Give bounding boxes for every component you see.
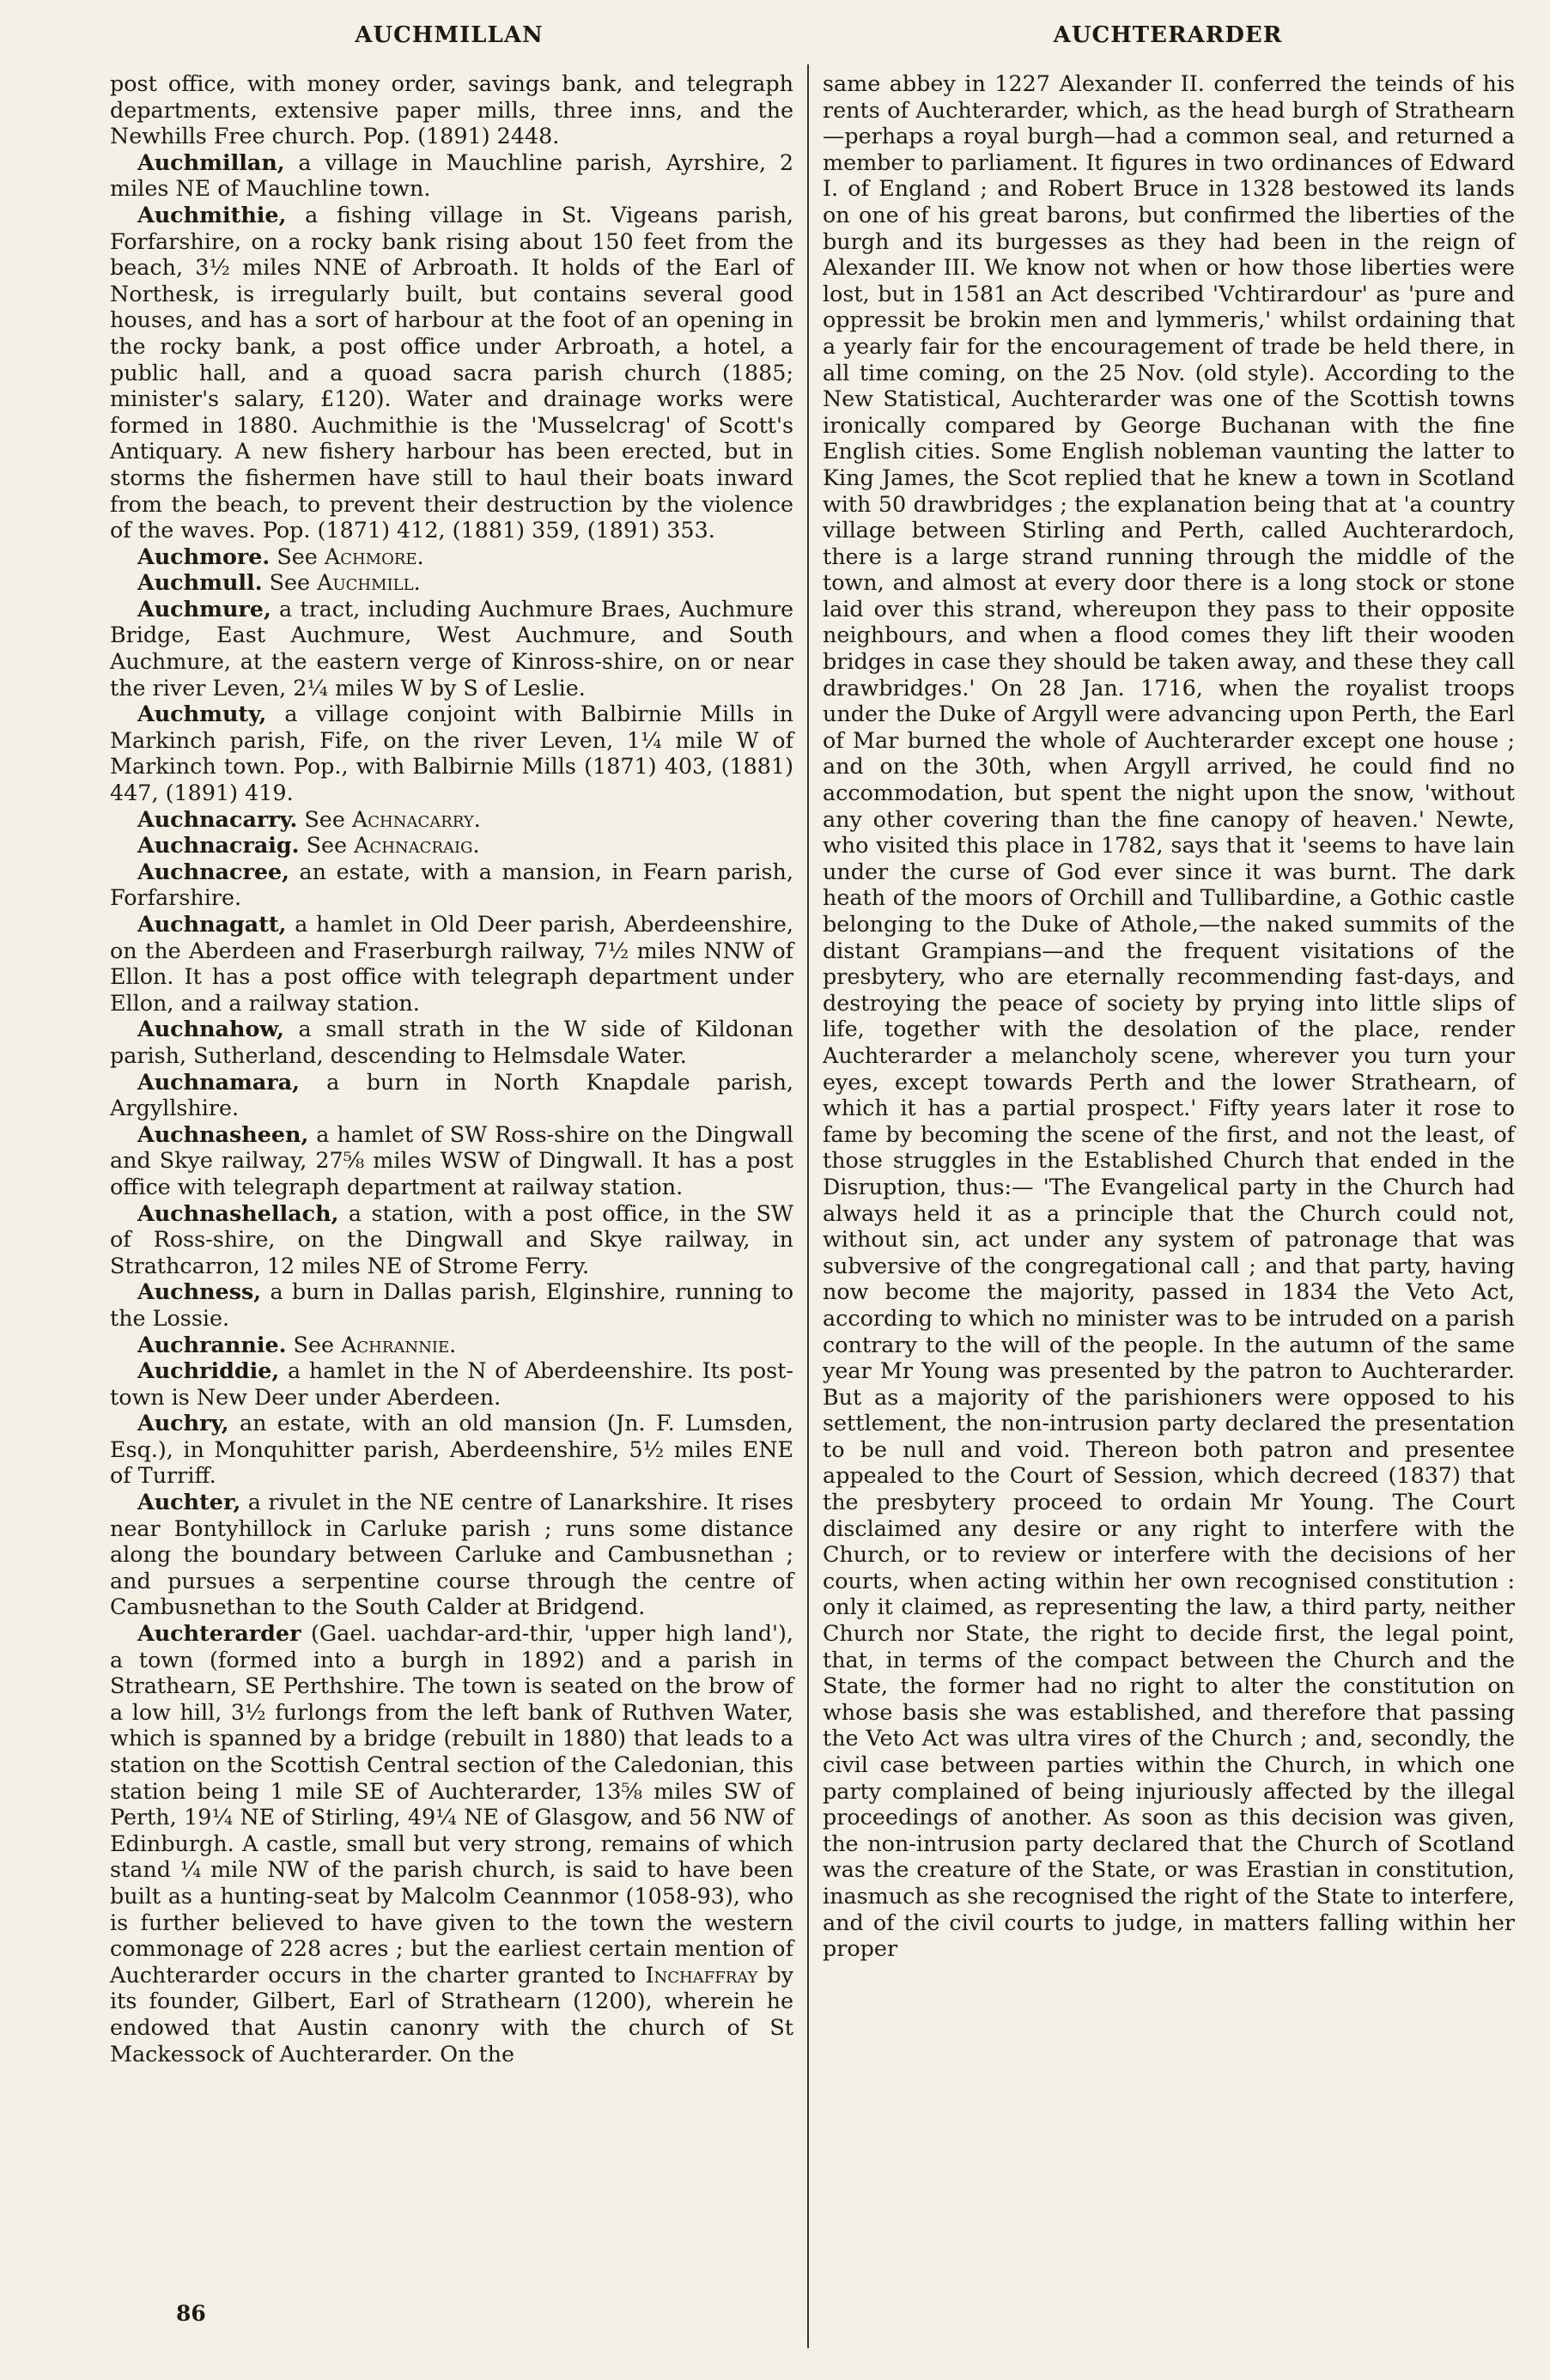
- gazetteer-entry: [110, 149, 793, 202]
- entry-headword: Auchriddie,: [137, 1357, 280, 1384]
- gazetteer-entry: [110, 1278, 793, 1331]
- entry-text: a village in Mauchline parish, Ayrshire, 2 miles NE of Mauchline town.: [110, 149, 793, 202]
- entry-headword: Auchterarder: [137, 1620, 301, 1647]
- entry-text: See: [297, 805, 352, 832]
- gazetteer-entry: [110, 859, 793, 911]
- entry-headword: Auchmillan,: [137, 149, 285, 175]
- gazetteer-entry: [110, 202, 793, 543]
- gazetteer-entry: [110, 1121, 793, 1200]
- entry-text: See: [270, 543, 325, 569]
- entry-text: See: [262, 569, 318, 596]
- gazetteer-entry: [110, 596, 793, 701]
- entry-text: a burn in Dallas parish, Elginshire, running to the Lossie.: [110, 1278, 793, 1331]
- gazetteer-entry: [110, 543, 793, 570]
- entry-headword: Auchmore.: [137, 543, 270, 569]
- gazetteer-entry: [110, 1069, 793, 1121]
- entry-headword: Auchmuty,: [137, 701, 267, 727]
- running-head-right: AUCHTERARDER: [1053, 22, 1283, 48]
- entry-text: post office, with money order, savings bank, and telegraph departments, extensive paper mills, three inns, and the Newhills Free church. Pop. (1891) 2448.: [110, 70, 793, 149]
- entry-headword: Auchnasheen,: [137, 1120, 309, 1147]
- right-column-text: same abbey in 1227 Alexander II. conferred the teinds of his rents of Auchterarder, which, as the head burgh of Strathearn—perhaps a royal burgh—had a common seal, and returned a member to parliament. It figures in two ordinances of Edward I. of England ; and Robert Bruce in 1328 bestowed its lands on one of his great barons, but confirmed the liberties of the burgh and its burgesses as they had been in the reign of Alexander III. We know not when or how those liberties were lost, but in 1581 an Act described 'Vchtirardour' as 'pure and oppressit be brokin men and lymmeris,' whilst ordaining that a yearly fair for the encouragement of trade be held there, in all time coming, on the 25 Nov. (old style). According to the New Statistical, Auchterarder was one of the Scottish towns ironically compared by George Buchanan with the fine English cities. Some English nobleman vaunting the latter to King James, the Scot replied that he knew a town in Scotland with 50 drawbridges ; the explanation being that at 'a country village between Stirling and Perth, called Auchterardoch, there is a large strand running through the middle of the town, and almost at every door there is a long stock or stone laid over this strand, whereupon they pass to their opposite neighbours, and when a flood comes they lift their wooden bridges in case they should be taken away, and these they call drawbridges.' On 28 Jan. 1716, when the royalist troops under the Duke of Argyll were advancing upon Perth, the Earl of Mar burned the whole of Auchterarder except one house ; and on the 30th, when Argyll arrived, he could find no accommodation, but spent the night upon the snow, 'without any other covering than the fine canopy of heaven.' Newte, who visited this place in 1782, says that it 'seems to have lain under the curse of God ever since it was burnt. The dark heath of the moors of Orchill and Tullibardine, a Gothic castle belonging to the Duke of Athole,—the naked summits of the distant Grampians—and the frequent visitations of the presbytery, who are eternally recommending fast-days, and destroying the peace of society by prying into little slips of life, together with the desolation of the place, render Auchterarder a melancholy scene, wherever you turn your eyes, except towards Perth and the lower Strathearn, of which it has a partial prospect.' Fifty years later it rose to fame by becoming the scene of the first, and not the least, of those struggles in the Established Church that ended in the Disruption, thus:— 'The Evangelical party in the Church had always held it as a principle that the Church could not, without sin, act under any system of patronage that was subversive of the congregational call ; and that party, having now become the majority, passed in 1834 the Veto Act, according to which no minister was to be intruded on a parish contrary to the will of the people. In the autumn of the same year Mr Young was presented by the patron to Auchterarder. But as a majority of the parishioners were opposed to his settlement, the non-intrusion party declared the presentation to be null and void. Thereon both patron and presentee appealed to the Court of Session, which decreed (1837) that the presbytery proceed to ordain Mr Young. The Court disclaimed any desire or any right to interfere with the Church, or to review or interfere with the decisions of her courts, when acting within her own recognised constitution : only it claimed, as representing the law, a third party, neither Church nor State, the right to decide first, the legal point, that, in terms of the compact between the Church and the State, the former had no right to alter the constitution on whose basis she was established, and therefore that passing the Veto Act was ultra vires of the Church ; and, secondly, the civil case between parties within the Church, in which one party complained of being injuriously affected by the illegal proceedings of another. As soon as this decision was given, the non-intrusion party declared that the Church of Scotland was the creature of the State, or was Erastian in constitution, inasmuch as she recognised the right of the State to interfere, and of the civil courts to judge, in matters falling within her proper: [823, 70, 1515, 1962]
- entry-headword: Auchnacarry.: [137, 805, 298, 832]
- entry-headword: Auchnacraig.: [137, 832, 300, 859]
- entry-headword: Auchnagatt,: [137, 911, 287, 937]
- entry-text: a hamlet in Old Deer parish, Aberdeenshire, on the Aberdeen and Fraserburgh railway, 7½ miles NNW of Ellon. It has a post office with telegraph department under Ellon, and a railway station.: [110, 911, 793, 1016]
- gazetteer-entry: [110, 832, 793, 859]
- entry-headword: Auchnacree,: [137, 858, 289, 884]
- entry-headword: Auchmure,: [137, 595, 271, 622]
- gazetteer-entry: [110, 1620, 793, 2067]
- entry-headword: Auchnahow,: [137, 1016, 285, 1042]
- cross-reference: Inchaffray: [645, 1961, 758, 1988]
- entry-headword: Auchmithie,: [137, 201, 287, 228]
- entry-headword: Auchnamara,: [137, 1068, 300, 1095]
- gazetteer-entry: [110, 1357, 793, 1410]
- gazetteer-entry: [110, 569, 793, 596]
- entry-headword: Auchrannie.: [137, 1331, 287, 1357]
- gazetteer-entry: [110, 911, 793, 1016]
- gazetteer-entry: [110, 806, 793, 833]
- page-number: 86: [176, 2301, 206, 2326]
- cross-reference: Achmore.: [324, 543, 424, 569]
- entry-text: See: [299, 832, 355, 859]
- right-column: [823, 70, 1515, 1962]
- entry-text: a fishing village in St. Vigeans parish, Forfarshire, on a rocky bank rising about 150 feet from the beach, 3½ miles NNE of Arbroath. It holds of the Earl of Northesk, is irregularly built, but contains several good houses, and has a sort of harbour at the foot of an opening in the rocky bank, a post office under Arbroath, a hotel, a public hall, and a quoad sacra parish church (1885; minister's salary, £120). Water and drainage works were formed in 1880. Auchmithie is the 'Musselcrag' of Scott's Antiquary. A new fishery harbour has been erected, but in storms the fishermen have still to haul their boats inward from the beach, to prevent their destruction by the violence of the waves. Pop. (1871) 412, (1881) 359, (1891) 353.: [110, 201, 793, 543]
- gazetteer-entry: [110, 1016, 793, 1068]
- entry-text: a tract, including Auchmure Braes, Auchmure Bridge, East Auchmure, West Auchmure, and South Auchmure, at the eastern verge of Kinross-shire, on or near the river Leven, 2¼ miles W by S of Leslie.: [110, 595, 793, 701]
- running-head-left: AUCHMILLAN: [355, 22, 544, 48]
- gazetteer-entry: [110, 701, 793, 805]
- entry-text: a hamlet of SW Ross-shire on the Dingwall and Skye railway, 27⅝ miles WSW of Dingwall. It has a post office with telegraph department at railway station.: [110, 1120, 793, 1199]
- cross-reference: Achnacraig.: [354, 832, 480, 859]
- gazetteer-entry: [110, 1489, 793, 1620]
- entry-headword: Auchry,: [137, 1410, 229, 1436]
- entry-text-tail: by its founder, Gilbert, Earl of Strathearn (1200), wherein he endowed that Austin canonry with the church of St Mackessock of Auchterarder. On the: [110, 1961, 793, 2067]
- cross-reference: Achnacarry.: [351, 805, 481, 832]
- cross-reference: Achrannie.: [341, 1331, 457, 1357]
- entry-text: an estate, with a mansion, in Fearn parish, Forfarshire.: [110, 858, 793, 911]
- entry-headword: Auchter,: [137, 1489, 241, 1515]
- entry-text: (Gael. uachdar-ard-thir, 'upper high land'), a town (formed into a burgh in 1892) and a parish in Strathearn, SE Perthshire. The town is seated on the brow of a low hill, 3½ furlongs from the left bank of Ruthven Water, which is spanned by a bridge (rebuilt in 1880) that leads to a station on the Scottish Central section of the Caledonian, this station being 1 mile SE of Auchterarder, 13⅝ miles SW of Perth, 19¼ NE of Stirling, 49¼ NE of Glasgow, and 56 NW of Edinburgh. A castle, small but very strong, remains of which stand ¼ mile NW of the parish church, is said to have been built as a hunting-seat by Malcolm Ceannmor (1058-93), who is further believed to have given to the town the western commonage of 228 acres ; but the earliest certain mention of Auchterarder occurs in the charter granted to: [110, 1620, 793, 1988]
- gazetteer-entry: [110, 1332, 793, 1358]
- column-divider: [807, 64, 809, 2348]
- gazetteer-entry: [110, 70, 793, 149]
- entry-headword: Auchness,: [137, 1278, 262, 1305]
- entry-text: an estate, with an old mansion (Jn. F. Lumsden, Esq.), in Monquhitter parish, Aberdeenshire, 5½ miles ENE of Turriff.: [110, 1410, 793, 1489]
- entry-text: a burn in North Knapdale parish, Argyllshire.: [110, 1068, 793, 1121]
- gazetteer-entry: [110, 1410, 793, 1489]
- entry-headword: Auchmull.: [137, 569, 263, 596]
- entry-text: a village conjoint with Balbirnie Mills in Markinch parish, Fife, on the river Leven, 1¼ mile W of Markinch town. Pop., with Balbirnie Mills (1871) 403, (1881) 447, (1891) 419.: [110, 701, 793, 806]
- entry-text: a rivulet in the NE centre of Lanarkshire. It rises near Bontyhillock in Carluke parish ; runs some distance along the boundary between Carluke and Cambusnethan ; and pursues a serpentine course through the centre of Cambusnethan to the South Calder at Bridgend.: [110, 1489, 793, 1620]
- entry-text: a hamlet in the N of Aberdeenshire. Its post-town is New Deer under Aberdeen.: [110, 1357, 793, 1410]
- entry-headword: Auchnashellach,: [137, 1199, 339, 1226]
- entry-text: a station, with a post office, in the SW of Ross-shire, on the Dingwall and Skye railway, in Strathcarron, 12 miles NE of Strome Ferry.: [110, 1199, 793, 1278]
- cross-reference: Auchmill.: [317, 569, 421, 596]
- entry-text: a small strath in the W side of Kildonan parish, Sutherland, descending to Helmsdale Water.: [110, 1016, 793, 1068]
- left-column: [110, 70, 793, 2067]
- gazetteer-entry: [110, 1200, 793, 1279]
- entry-text: See: [286, 1331, 342, 1357]
